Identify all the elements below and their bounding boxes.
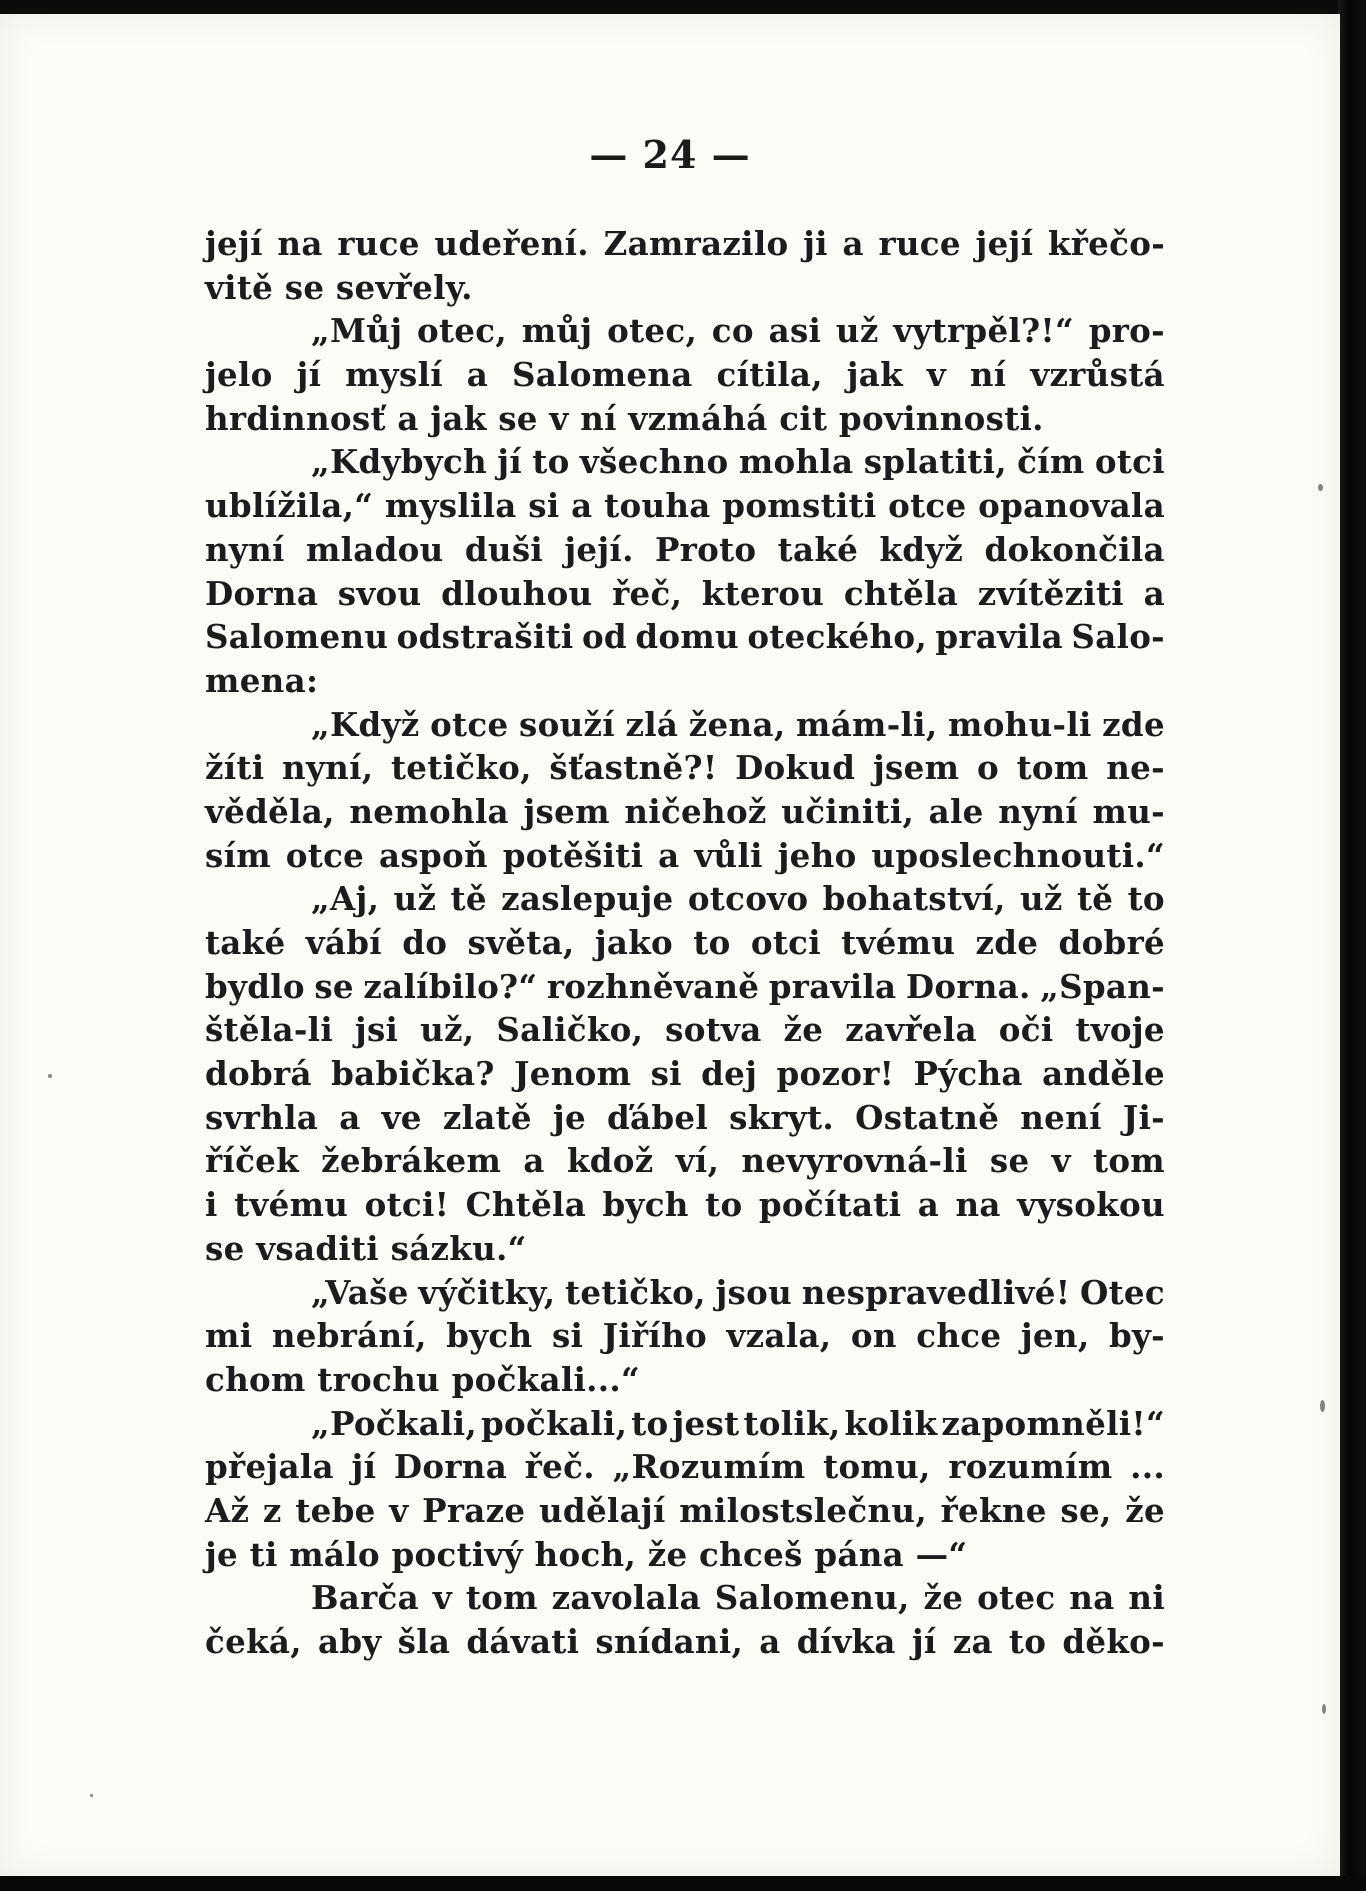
text-line: Barča v tom zavolala Salomenu, že otec na ni [311, 1578, 1165, 1618]
paper-speck [1318, 484, 1323, 491]
text-line: Dorna svou dlouhou řeč, kterou chtěla zvítěziti a [205, 573, 1165, 613]
paper-speck [1320, 1400, 1325, 1412]
text-line: „Když otce souží zlá žena, mám-li, mohu-li zde [311, 704, 1165, 744]
text-line: přejala jí Dorna řeč. „Rozumím tomu, rozumím ... [205, 1447, 1165, 1487]
text-line: štěla-li jsi už, Saličko, sotva že zavřela oči tvoje [205, 1010, 1165, 1050]
text-line: bydlo se zalíbilo?“ rozhněvaně pravila Dorna. „Span- [205, 966, 1165, 1006]
text-line: svrhla a ve zlatě je ďábel skryt. Ostatně není Ji- [205, 1097, 1165, 1137]
text-line: sím otce aspoň potěšiti a vůli jeho uposlechnouti.“ [205, 835, 1165, 875]
text-line: také vábí do světa, jako to otci tvému zde dobré [205, 923, 1165, 962]
text-line: hrdinnosť a jak se v ní vzmáhá cit povinnosti. [205, 398, 1044, 438]
text-line: mena: [205, 660, 319, 700]
text-line: říček žebrákem a kdož ví, nevyrovná-li se v tom [205, 1141, 1165, 1181]
text-line: se vsaditi sázku.“ [205, 1228, 527, 1268]
text-line: chom trochu počkali...“ [205, 1359, 640, 1399]
text-line: ublížila,“ myslila si a touha pomstiti otce opanovala [205, 486, 1165, 526]
text-line: i tvému otci! Chtěla bych to počítati a na vysokou [205, 1185, 1165, 1225]
text-line: „Vaše výčitky, tetičko, jsou nespravedlivé! Otec [311, 1272, 1165, 1312]
paper-speck [1322, 1704, 1326, 1714]
text-line: Až z tebe v Praze udělají milostslečnu, řekne se, že [205, 1490, 1165, 1530]
text-line: vitě se sevřely. [205, 267, 473, 307]
text-line: „Počkali, počkali, to jest tolik, kolik zapomněli!“ [311, 1403, 1165, 1443]
text-line: Salomenu odstrašiti od domu oteckého, pravila Salo- [205, 617, 1165, 657]
text-line: její na ruce udeření. Zamrazilo ji a ruce její křečo- [205, 224, 1165, 263]
text-line: čeká, aby šla dávati snídani, a dívka jí za to děko- [205, 1622, 1165, 1661]
text-line: „Kdybych jí to všechno mohla splatiti, čím otci [311, 442, 1165, 482]
book-spine-edge [1338, 0, 1366, 1891]
text-line: jelo jí myslí a Salomena cítila, jak v ní vzrůstá [205, 355, 1165, 395]
text-line: „Aj, už tě zaslepuje otcovo bohatství, už tě to [311, 879, 1165, 919]
paper-speck [48, 1074, 52, 1078]
paper-speck [90, 1794, 93, 1797]
text-line: je ti málo poctivý hoch, že chceš pána —“ [205, 1534, 968, 1574]
text-line: „Můj otec, můj otec, co asi už vytrpěl?!“ pro- [311, 311, 1165, 351]
text-line: žíti nyní, tetičko, šťastně?! Dokud jsem o tom ne- [205, 748, 1165, 788]
body-text [205, 222, 1165, 1664]
text-line: nyní mladou duši její. Proto také když dokončila [205, 529, 1165, 569]
scan-bottom-edge [0, 1876, 1366, 1891]
page-number: — 24 — [589, 132, 751, 177]
text-line: věděla, nemohla jsem ničehož učiniti, ale nyní mu- [205, 791, 1165, 831]
text-line: mi nebrání, bych si Jiřího vzala, on chce jen, by- [205, 1316, 1165, 1356]
text-line: dobrá babička? Jenom si dej pozor! Pýcha anděle [205, 1054, 1165, 1094]
